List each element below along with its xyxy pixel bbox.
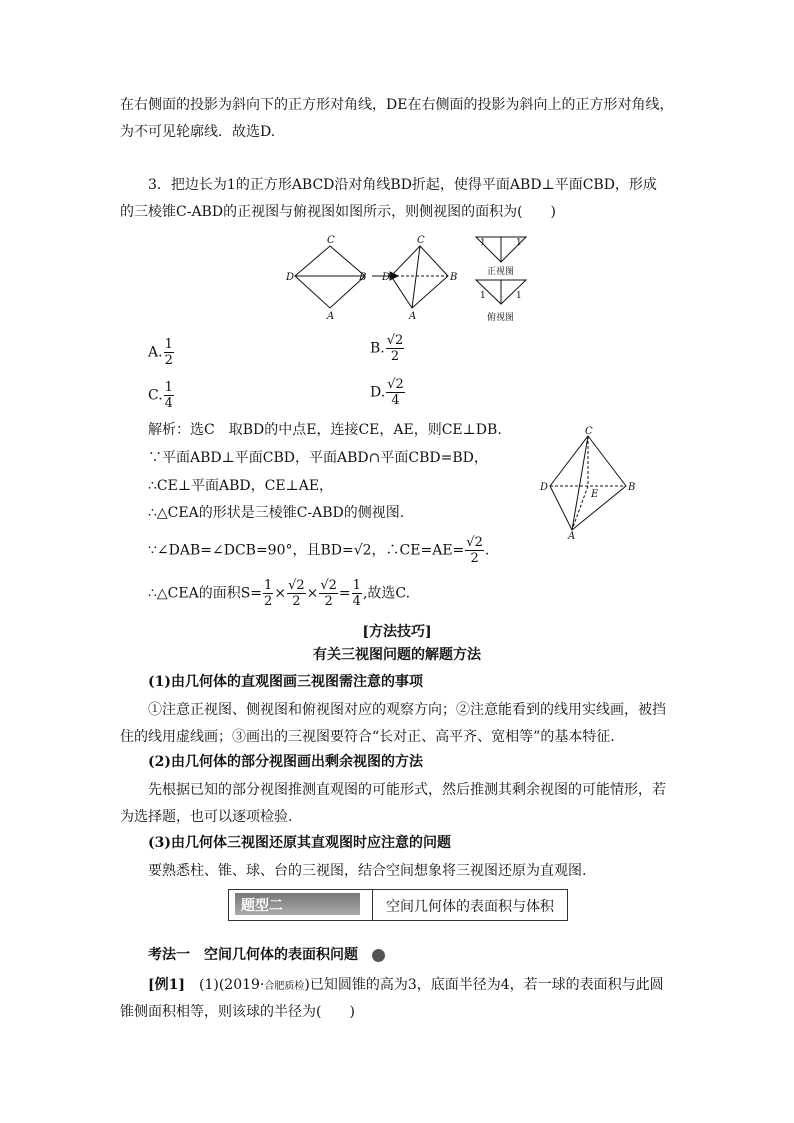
section-banner [228,889,568,921]
sol-label-e: E [591,489,599,500]
tips-p1-line-2: 住的线用虚线画；③画出的三视图要符合“长对正、高平齐、宽相等”的基本特征. [120,729,615,745]
solution-line-4: ∴△CEA的形状是三棱锥C-ABD的侧视图. [148,505,405,521]
option-c-fraction: $\frac{1}{4}$ [164,380,173,411]
tips-heading: [方法技巧] [362,624,432,640]
label-b-2: B [450,272,458,283]
option-a-fraction: $\frac{1}{2}$ [164,337,173,368]
problem-3-line-2: 的三棱锥C-ABD的正视图与俯视图如图所示，则侧视图的面积为( ) [120,204,556,220]
label-d-1: D [286,272,295,283]
tips-p2-title: (2)由几何体的部分视图画出剩余视图的方法 [148,754,423,770]
tips-p1-line-1: ①注意正视图、侧视图和俯视图对应的观察方向；②注意能看到的线用实线画，被挡 [148,702,666,718]
ce-fraction: $\frac{√2}{2}$ [466,535,483,566]
tips-p2-line-2: 为选择题，也可以逐项检验. [120,809,293,825]
section-tag: 题型二 [235,893,360,915]
sol-label-b: B [628,482,636,493]
label-c-2: C [417,235,425,246]
option-b[interactable]: B. $\frac{√2}{2}$ [370,333,404,364]
tips-subheading: 有关三视图问题的解题方法 [313,647,481,663]
sol-label-c: C [585,426,593,437]
front-view-caption: 正视图 [487,267,515,277]
front-view-side-label-left: 1 [480,238,486,248]
tips-p3-title: (3)由几何体三视图还原其直观图时应注意的问题 [148,835,451,851]
dot-icon [372,949,385,962]
solution-line-6: ∴△CEA的面积S= $\frac{1}{2}$ × $\frac{√2}{2}$ × $\frac{√2}{2}$ = $\frac{1}{4}$ ,故选C. [148,578,411,609]
option-a[interactable]: A. $\frac{1}{2}$ [148,337,173,368]
intro-line-2: 为不可见轮廓线．故选D. [120,124,276,140]
example-line-1: [例1] (1)(2019·合肥质检)已知圆锥的高为3，底面半径为4，若一球的表面积与此圆 [148,977,664,993]
problem-3-figure [286,232,540,328]
solution-line-1: 解析：选C 取BD的中点E，连接CE，AE，则CE⊥DB. [148,422,502,438]
solution-line-5: ∵∠DAB=∠DCB=90°，且BD=√2，∴CE=AE= $\frac{√2}{2}$ . [148,535,490,566]
label-c-1: C [327,235,335,246]
option-d-fraction: $\frac{√2}{4}$ [387,377,404,408]
top-view-side-label-left: 1 [480,291,486,301]
tips-p2-line-1: 先根据已知的部分视图推测直观图的可能形式，然后推测其剩余视图的可能情形，若 [148,782,666,798]
sol-label-d: D [540,482,549,493]
solution-line-2: ∵平面ABD⊥平面CBD，平面ABD∩平面CBD=BD， [148,450,488,466]
label-b-1: B [359,272,367,283]
sol-label-a: A [568,531,576,542]
example-line-2: 锥侧面积相等，则该球的半径为( ) [120,1004,355,1020]
method-title: 考法一 空间几何体的表面积问题 [148,945,385,965]
problem-3-line-1: 3．把边长为1的正方形ABCD沿对角线BD折起，使得平面ABD⊥平面CBD，形成 [148,177,657,193]
front-view-side-label-right: 1 [516,238,522,248]
tips-p3-line-1: 要熟悉柱、锥、球、台的三视图，结合空间想象将三视图还原为直观图. [148,863,587,879]
solution-line-3: ∴CE⊥平面ABD，CE⊥AE， [148,478,334,494]
top-view-side-label-right: 1 [516,291,522,301]
option-c[interactable]: C. $\frac{1}{4}$ [148,380,173,411]
label-a-1: A [327,311,335,322]
option-b-fraction: $\frac{√2}{2}$ [386,333,404,364]
section-title: 空间几何体的表面积与体积 [386,899,554,915]
label-d-2: D [382,272,391,283]
option-d[interactable]: D. $\frac{√2}{4}$ [370,377,404,408]
solution-figure [536,428,636,540]
top-view-caption: 俯视图 [487,313,515,323]
tips-p1-title: (1)由几何体的直观图画三视图需注意的事项 [148,674,423,690]
banner-divider [372,890,373,920]
intro-line-1: 在右侧面的投影为斜向下的正方形对角线，DE在右侧面的投影为斜向上的正方形对角线， [120,97,674,113]
label-a-2: A [409,311,417,322]
